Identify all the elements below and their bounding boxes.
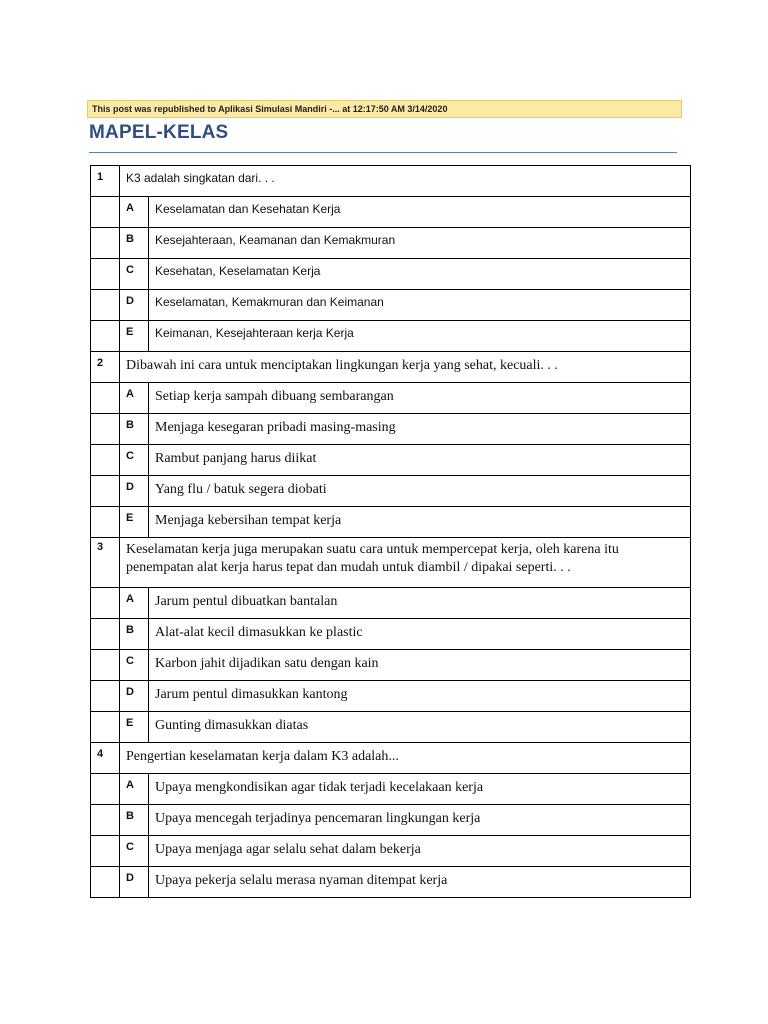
number-spacer-cell [91, 259, 120, 290]
option-letter: A [120, 774, 149, 805]
number-spacer-cell [91, 619, 120, 650]
option-letter: D [120, 290, 149, 321]
option-text: Upaya mencegah terjadinya pencemaran lingkungan kerja [149, 805, 691, 836]
option-text: Kesejahteraan, Keamanan dan Kemakmuran [149, 228, 691, 259]
question-row [91, 166, 691, 197]
option-row [91, 290, 691, 321]
option-text: Keselamatan, Kemakmuran dan Keimanan [149, 290, 691, 321]
option-letter: A [120, 588, 149, 619]
number-spacer-cell [91, 805, 120, 836]
option-row [91, 414, 691, 445]
option-row [91, 476, 691, 507]
option-row [91, 507, 691, 538]
option-row [91, 197, 691, 228]
option-row [91, 321, 691, 352]
question-text: Pengertian keselamatan kerja dalam K3 adalah... [120, 743, 691, 774]
option-text: Gunting dimasukkan diatas [149, 712, 691, 743]
option-row [91, 650, 691, 681]
option-row [91, 445, 691, 476]
option-text: Menjaga kebersihan tempat kerja [149, 507, 691, 538]
option-row [91, 867, 691, 898]
option-letter: E [120, 712, 149, 743]
question-table [90, 165, 691, 898]
option-text: Karbon jahit dijadikan satu dengan kain [149, 650, 691, 681]
number-spacer-cell [91, 290, 120, 321]
question-number: 1 [91, 166, 120, 197]
question-number: 4 [91, 743, 120, 774]
option-letter: B [120, 619, 149, 650]
option-letter: D [120, 681, 149, 712]
option-letter: C [120, 445, 149, 476]
option-text: Alat-alat kecil dimasukkan ke plastic [149, 619, 691, 650]
option-letter: A [120, 383, 149, 414]
option-text: Keselamatan dan Kesehatan Kerja [149, 197, 691, 228]
question-text: Keselamatan kerja juga merupakan suatu cara untuk mempercepat kerja, oleh karena itu penempatan alat kerja harus tepat dan mudah untuk diambil / dipakai seperti. . . [120, 538, 691, 588]
option-text: Upaya mengkondisikan agar tidak terjadi kecelakaan kerja [149, 774, 691, 805]
title-divider [89, 152, 677, 153]
option-text: Yang flu / batuk segera diobati [149, 476, 691, 507]
option-row [91, 228, 691, 259]
option-text: Menjaga kesegaran pribadi masing-masing [149, 414, 691, 445]
option-row [91, 588, 691, 619]
number-spacer-cell [91, 650, 120, 681]
number-spacer-cell [91, 507, 120, 538]
question-row [91, 538, 691, 588]
option-letter: E [120, 321, 149, 352]
number-spacer-cell [91, 383, 120, 414]
option-text: Jarum pentul dimasukkan kantong [149, 681, 691, 712]
option-text: Setiap kerja sampah dibuang sembarangan [149, 383, 691, 414]
option-text: Jarum pentul dibuatkan bantalan [149, 588, 691, 619]
question-text: Dibawah ini cara untuk menciptakan lingkungan kerja yang sehat, kecuali. . . [120, 352, 691, 383]
option-letter: C [120, 650, 149, 681]
option-row [91, 712, 691, 743]
option-letter: B [120, 805, 149, 836]
option-row [91, 774, 691, 805]
question-number: 2 [91, 352, 120, 383]
option-letter: C [120, 836, 149, 867]
option-letter: A [120, 197, 149, 228]
page-title: MAPEL-KELAS [89, 122, 229, 143]
question-text: K3 adalah singkatan dari. . . [120, 166, 691, 197]
option-row [91, 836, 691, 867]
republish-notice-banner [87, 100, 682, 118]
option-text: Kesehatan, Keselamatan Kerja [149, 259, 691, 290]
number-spacer-cell [91, 321, 120, 352]
number-spacer-cell [91, 414, 120, 445]
number-spacer-cell [91, 588, 120, 619]
number-spacer-cell [91, 445, 120, 476]
option-letter: D [120, 476, 149, 507]
question-row [91, 352, 691, 383]
option-text: Rambut panjang harus diikat [149, 445, 691, 476]
option-row [91, 805, 691, 836]
number-spacer-cell [91, 681, 120, 712]
number-spacer-cell [91, 836, 120, 867]
number-spacer-cell [91, 228, 120, 259]
option-row [91, 383, 691, 414]
option-row [91, 681, 691, 712]
option-letter: C [120, 259, 149, 290]
option-row [91, 619, 691, 650]
question-number: 3 [91, 538, 120, 588]
option-letter: E [120, 507, 149, 538]
question-row [91, 743, 691, 774]
number-spacer-cell [91, 774, 120, 805]
number-spacer-cell [91, 197, 120, 228]
option-letter: D [120, 867, 149, 898]
option-row [91, 259, 691, 290]
option-letter: B [120, 414, 149, 445]
republish-notice-text: This post was republished to Aplikasi Simulasi Mandiri -... at 12:17:50 AM 3/14/2020 [92, 104, 448, 114]
number-spacer-cell [91, 867, 120, 898]
option-letter: B [120, 228, 149, 259]
option-text: Upaya pekerja selalu merasa nyaman ditempat kerja [149, 867, 691, 898]
number-spacer-cell [91, 712, 120, 743]
option-text: Upaya menjaga agar selalu sehat dalam bekerja [149, 836, 691, 867]
number-spacer-cell [91, 476, 120, 507]
option-text: Keimanan, Kesejahteraan kerja Kerja [149, 321, 691, 352]
